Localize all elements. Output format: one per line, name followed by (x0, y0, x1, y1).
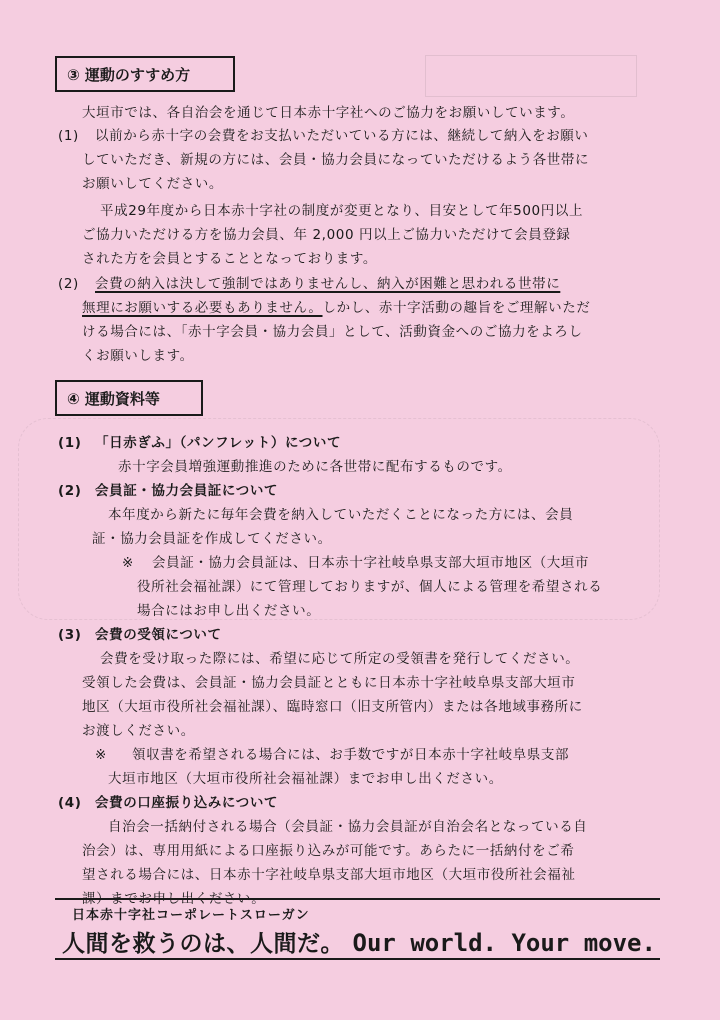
section4-item2-note-mark: ※ (122, 555, 134, 571)
section4-item3-note-mark: ※ (95, 747, 107, 763)
section4-item4-num: (4) (58, 795, 82, 811)
section4-item2-note-line: 会員証・協力会員証は、日本赤十字社岐阜県支部大垣市地区（大垣市 (152, 555, 590, 571)
section4-item2-note-line: 役所社会福祉課）にて管理しておりますが、個人による管理を希望される (137, 579, 603, 595)
section4-item3-title: 会費の受領について (95, 627, 222, 643)
slogan-label: 日本赤十字社コーポレートスローガン (72, 908, 310, 923)
section3-item2-emphasis: 会費の納入は決して強制ではありませんし、納入が困難と思われる世帯に (95, 276, 561, 292)
slogan-bottom-rule (55, 958, 660, 960)
slogan-jp: 人間を救うのは、人間だ。 (62, 931, 344, 957)
section3-item1-para2-line: 平成29年度から日本赤十字社の制度が変更となり、目安として年500円以上 (100, 203, 584, 219)
section3-item2-rest: しかし、赤十字活動の趣旨をご理解いただ (322, 300, 591, 316)
section3-item2-num: (2) (58, 276, 79, 292)
section4-item3-note-line: 領収書を希望される場合には、お手数ですが日本赤十字社岐阜県支部 (132, 747, 570, 763)
section3-item2-line: ける場合には、「赤十字会員・協力会員」として、活動資金へのご協力をよろし (82, 324, 583, 340)
section3-item2-line: くお願いします。 (82, 348, 194, 364)
section3-item2-emphasis: 無理にお願いする必要もありません。 (82, 300, 323, 316)
section3-item1-para2-line: ご協力いただける方を協力会員、年 2,000 円以上ご協力いただけて会員登録 (82, 227, 571, 243)
section3-item2-line2 (82, 297, 590, 319)
section4-item3-note-line: 大垣市地区（大垣市役所社会福祉課）までお申し出ください。 (108, 771, 503, 787)
section4-item2-note-line: 場合にはお申し出ください。 (137, 603, 321, 619)
section3-item1-line: 以前から赤十字の会費をお支払いただいている方には、継続して納入をお願い (95, 128, 589, 144)
section3-item1-line: していただき、新規の方には、会員・協力会員になっていただけるよう各世帯に (82, 152, 590, 168)
section4-item2-line: 本年度から新たに毎年会費を納入していただくことになった方には、会員 (108, 507, 574, 523)
section4-item2-line: 証・協力会員証を作成してください。 (92, 531, 332, 547)
section4-item3-line: 地区（大垣市役所社会福祉課）、臨時窓口（旧支所管内）または各地域事務所に (82, 699, 583, 715)
section3-item1-para2-line: された方を会員とすることとなっております。 (82, 251, 378, 267)
section4-item3-num: (3) (58, 627, 82, 643)
section4-item2-title: 会員証・協力会員証について (95, 483, 279, 499)
section4-item3-line: 受領した会費は、会員証・協力会員証とともに日本赤十字社岐阜県支部大垣市 (82, 675, 576, 691)
section3-heading (55, 56, 235, 92)
section4-item4-line: 課）までお申し出ください。 (82, 891, 266, 907)
section3-item1-num: (1) (58, 128, 79, 144)
section4-item3-line: 会費を受け取った際には、希望に応じて所定の受領書を発行してください。 (100, 651, 580, 667)
section4-item4-line: 治会）は、専用用紙による口座振り込みが可能です。あらたに一括納付をご希 (82, 843, 575, 859)
section3-intro: 大垣市では、各自治会を通じて日本赤十字社へのご協力をお願いしています。 (82, 105, 575, 121)
slogan-en: Our world. Your move. (352, 929, 656, 957)
section4-item1-num: (1) (58, 435, 82, 451)
section4-item1-line: 赤十字会員増強運動推進のために各世帯に配布するものです。 (118, 459, 512, 475)
section4-item4-line: 自治会一括納付される場合（会員証・協力会員証が自治会名となっている自 (108, 819, 588, 835)
section3-heading-text: ③ 運動のすすめ方 (67, 66, 191, 84)
section4-heading (55, 380, 203, 416)
section4-item2-num: (2) (58, 483, 82, 499)
slogan-main (62, 925, 656, 958)
slogan-top-rule (55, 898, 660, 900)
bleed-through-box (425, 55, 637, 97)
section4-heading-text: ④ 運動資料等 (67, 390, 160, 408)
section4-item3-line: お渡しください。 (82, 723, 195, 739)
section4-item4-title: 会費の口座振り込みについて (95, 795, 279, 811)
section4-item4-line: 望される場合には、日本赤十字社岐阜県支部大垣市地区（大垣市役所社会福祉 (82, 867, 576, 883)
section3-item1-line: お願いしてください。 (82, 176, 223, 192)
section4-item1-title: 「日赤ぎふ」（パンフレット）について (95, 435, 342, 451)
